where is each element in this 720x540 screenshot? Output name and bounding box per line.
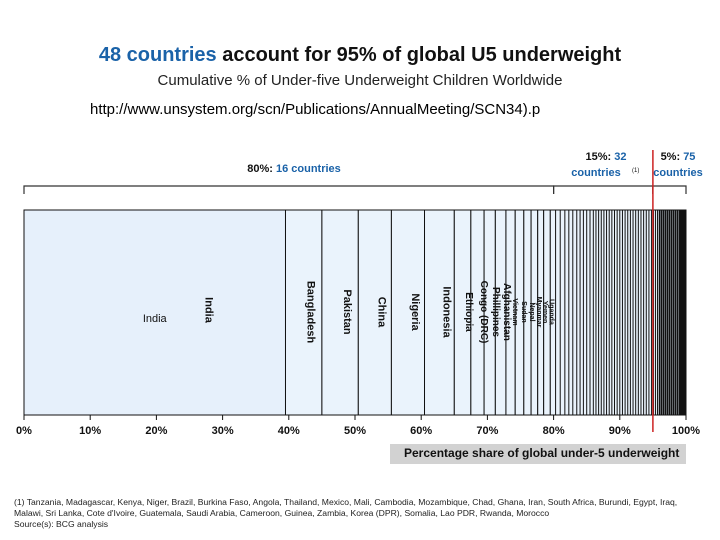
x-tick-label: 90% [608,425,631,437]
footnote-source: Source(s): BCG analysis [14,519,109,529]
group-label-5-b: countries [653,167,703,179]
axis-caption: Percentage share of global under-5 underweight [404,446,680,460]
x-tick-label: 50% [343,425,367,437]
group-label-15-footnote-mark: (1) [632,168,640,174]
x-tick-label: 30% [211,425,234,437]
segment-label: Myanmar [534,296,542,328]
segment-label: Yemen [541,300,549,324]
small-country-lines [550,210,686,415]
group-brace [24,186,554,194]
group-braces [24,186,686,194]
segment-label: Vietnam [511,298,519,326]
chart-subtitle: Cumulative % of Under-five Underweight Children Worldwide [157,72,563,89]
group-label-5: 5%: 75 [660,151,696,163]
segment-label: Nepal [527,302,535,322]
segment-label: Nigeria [408,293,421,331]
x-tick-label: 70% [476,425,499,437]
group-brace [653,186,686,194]
x-tick-label: 20% [145,425,168,437]
x-axis [16,415,700,437]
x-tick-label: 80% [542,425,565,437]
segment-label: India [142,313,167,325]
segment-label: Bangladesh [304,280,317,344]
source-url[interactable]: http://www.unsystem.org/scn/Publications/AnnualMeeting/SCN34).p [90,101,541,118]
segment-label: China [375,296,388,328]
x-tick-label: 0% [16,425,32,437]
segment-label: Ethiopia [463,292,475,332]
segment-label: Congo (DRC) [477,280,489,344]
segment-label-india-rotated: India [202,297,215,323]
title-highlight: 48 countries [98,44,217,66]
segment-label: Afghanistan [501,283,513,341]
group-label-15-b: countries [571,167,621,179]
footnote-line-2: Malawi, Sri Lanka, Cote d'Ivoire, Guatemala, Saudi Arabia, Cameroon, Guinea, Zambia, Korea (DPR), Somalia, Lao PDR, Rwanda, Morocco [14,508,550,518]
x-tick-label: 40% [277,425,300,437]
segment-label: Sudan [519,301,527,323]
group-label-15: 15%: 32 [585,151,627,163]
group-label-80: 80%: 16 countries [247,163,341,175]
segment-label: Uganda [547,299,555,325]
segment-label: Phillipines [490,286,502,338]
small-country-dense-block [679,210,686,415]
x-tick-label: 60% [410,425,433,437]
segment-label: Indonesia [440,286,453,338]
footnote [14,497,718,530]
group-brace [554,186,653,194]
title-rest: account for 95% of global U5 underweight [222,44,622,66]
segment-label: Pakistan [340,289,353,335]
footnote-line-1: (1) Tanzania, Madagascar, Kenya, Niger, Brazil, Burkina Faso, Angola, Thailand, Mexico, Mali, Cambodia, Mozambique, Chad, Ghana, Iran, South Africa, Burundi, Egypt, Iraq, [14,497,678,507]
x-tick-label: 10% [79,425,102,437]
x-tick-label: 100% [671,425,701,437]
